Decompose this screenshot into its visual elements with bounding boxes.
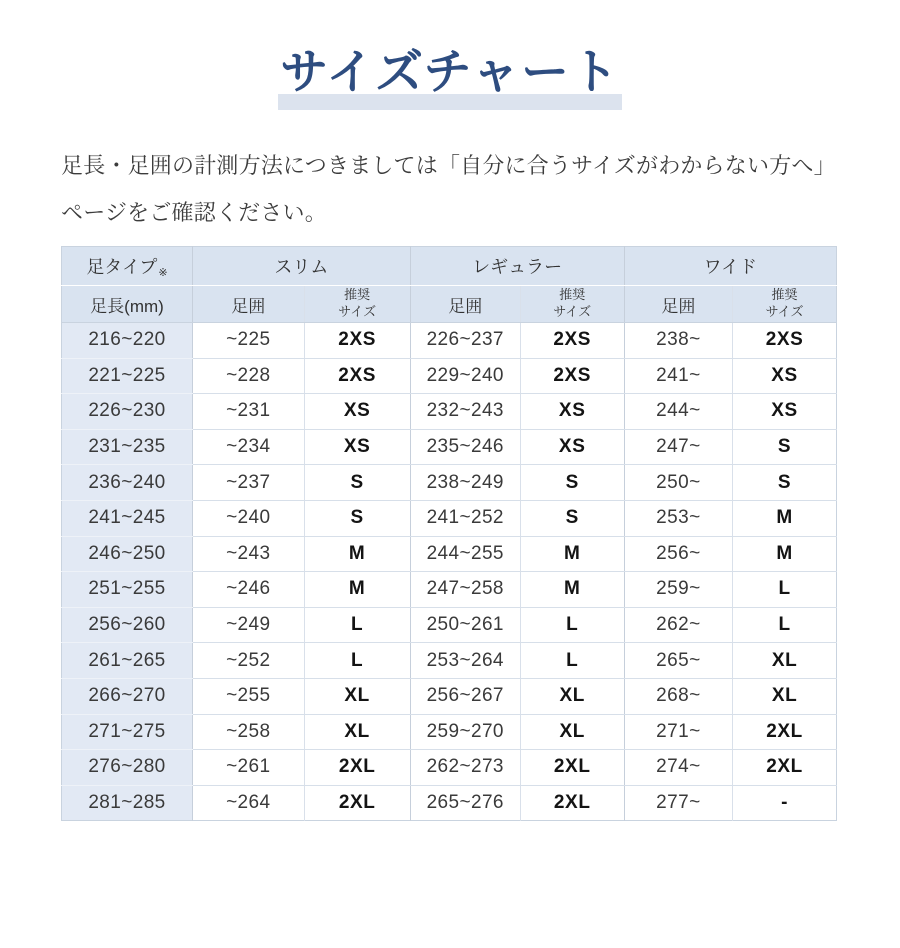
table-row — [62, 429, 837, 465]
cell-regular-girth: 247~258 — [410, 572, 520, 608]
cell-slim-girth: ~237 — [192, 465, 304, 501]
cell-slim-girth: ~264 — [192, 785, 304, 821]
cell-slim-size: L — [304, 607, 410, 643]
cell-wide-size: 2XS — [733, 323, 837, 359]
cell-regular-size: 2XL — [520, 785, 624, 821]
cell-wide-size: L — [733, 607, 837, 643]
cell-slim-size: XS — [304, 394, 410, 430]
header-group-regular: レギュラー — [410, 247, 624, 286]
cell-regular-size: M — [520, 536, 624, 572]
cell-wide-girth: 238~ — [624, 323, 733, 359]
cell-wide-size: 2XL — [733, 714, 837, 750]
cell-foot-length: 226~230 — [62, 394, 193, 430]
cell-wide-girth: 247~ — [624, 429, 733, 465]
cell-foot-length: 266~270 — [62, 678, 193, 714]
cell-regular-girth: 259~270 — [410, 714, 520, 750]
cell-wide-girth: 244~ — [624, 394, 733, 430]
cell-wide-girth: 259~ — [624, 572, 733, 608]
cell-slim-girth: ~246 — [192, 572, 304, 608]
cell-regular-girth: 265~276 — [410, 785, 520, 821]
cell-regular-size: L — [520, 643, 624, 679]
table-row — [62, 536, 837, 572]
cell-regular-size: XL — [520, 678, 624, 714]
cell-slim-size: XL — [304, 678, 410, 714]
cell-regular-girth: 235~246 — [410, 429, 520, 465]
cell-slim-girth: ~261 — [192, 750, 304, 786]
cell-wide-size: - — [733, 785, 837, 821]
cell-slim-girth: ~258 — [192, 714, 304, 750]
cell-regular-girth: 238~249 — [410, 465, 520, 501]
recommended-label-line1: 推奨 — [344, 287, 371, 303]
table-row — [62, 358, 837, 394]
table-row — [62, 607, 837, 643]
cell-foot-length: 281~285 — [62, 785, 193, 821]
intro-line-1: 足長・足囲の計測方法につきましては「自分に合うサイズがわからない方へ」 — [61, 153, 836, 178]
cell-wide-size: XS — [733, 358, 837, 394]
header-girth-wide: 足囲 — [624, 286, 733, 323]
cell-slim-girth: ~228 — [192, 358, 304, 394]
page-title: サイズチャート — [280, 46, 620, 99]
header-girth-slim: 足囲 — [192, 286, 304, 323]
cell-slim-girth: ~234 — [192, 429, 304, 465]
foot-type-label: 足タイプ — [86, 257, 158, 277]
cell-wide-size: XS — [733, 394, 837, 430]
table-row — [62, 714, 837, 750]
recommended-label-line2: サイズ — [765, 303, 804, 319]
cell-slim-girth: ~240 — [192, 500, 304, 536]
cell-slim-size: XS — [304, 429, 410, 465]
cell-regular-size: XL — [520, 714, 624, 750]
cell-regular-size: 2XL — [520, 750, 624, 786]
recommended-label-line1: 推奨 — [559, 287, 586, 303]
cell-wide-size: M — [733, 500, 837, 536]
header-recommended-size-slim — [304, 286, 410, 323]
cell-wide-size: M — [733, 536, 837, 572]
cell-foot-length: 261~265 — [62, 643, 193, 679]
cell-wide-size: 2XL — [733, 750, 837, 786]
cell-regular-girth: 241~252 — [410, 500, 520, 536]
recommended-label-line1: 推奨 — [771, 287, 798, 303]
cell-wide-girth: 241~ — [624, 358, 733, 394]
recommended-label-line2: サイズ — [338, 303, 377, 319]
cell-regular-girth: 229~240 — [410, 358, 520, 394]
header-group-wide: ワイド — [624, 247, 836, 286]
table-row — [62, 500, 837, 536]
cell-wide-size: S — [733, 429, 837, 465]
intro-paragraph — [61, 142, 839, 236]
intro-line-2: ページをご確認ください。 — [61, 200, 327, 225]
size-chart-table — [61, 246, 837, 821]
cell-regular-girth: 262~273 — [410, 750, 520, 786]
table-row — [62, 785, 837, 821]
cell-slim-girth: ~249 — [192, 607, 304, 643]
cell-foot-length: 251~255 — [62, 572, 193, 608]
header-foot-type — [62, 247, 193, 286]
cell-wide-girth: 265~ — [624, 643, 733, 679]
header-group-slim: スリム — [192, 247, 410, 286]
cell-wide-size: XL — [733, 678, 837, 714]
cell-slim-size: S — [304, 500, 410, 536]
cell-wide-size: L — [733, 572, 837, 608]
cell-wide-girth: 271~ — [624, 714, 733, 750]
cell-foot-length: 246~250 — [62, 536, 193, 572]
cell-foot-length: 221~225 — [62, 358, 193, 394]
header-foot-length: 足長(mm) — [62, 286, 193, 323]
header-recommended-size-wide — [733, 286, 837, 323]
cell-foot-length: 231~235 — [62, 429, 193, 465]
cell-slim-size: 2XL — [304, 750, 410, 786]
cell-slim-girth: ~225 — [192, 323, 304, 359]
cell-slim-size: 2XL — [304, 785, 410, 821]
cell-foot-length: 276~280 — [62, 750, 193, 786]
cell-slim-size: L — [304, 643, 410, 679]
group-header-row — [62, 247, 837, 286]
cell-wide-girth: 253~ — [624, 500, 733, 536]
cell-foot-length: 216~220 — [62, 323, 193, 359]
table-row — [62, 323, 837, 359]
header-girth-regular: 足囲 — [410, 286, 520, 323]
table-row — [62, 394, 837, 430]
cell-foot-length: 271~275 — [62, 714, 193, 750]
sub-header-row — [62, 286, 837, 323]
cell-foot-length: 241~245 — [62, 500, 193, 536]
cell-regular-size: S — [520, 500, 624, 536]
title-section — [0, 48, 900, 112]
cell-regular-size: L — [520, 607, 624, 643]
cell-regular-size: M — [520, 572, 624, 608]
cell-wide-girth: 277~ — [624, 785, 733, 821]
cell-slim-girth: ~231 — [192, 394, 304, 430]
recommended-label-line2: サイズ — [553, 303, 592, 319]
cell-regular-girth: 253~264 — [410, 643, 520, 679]
cell-slim-size: M — [304, 536, 410, 572]
cell-slim-girth: ~255 — [192, 678, 304, 714]
cell-foot-length: 256~260 — [62, 607, 193, 643]
table-row — [62, 572, 837, 608]
cell-wide-size: XL — [733, 643, 837, 679]
cell-regular-girth: 226~237 — [410, 323, 520, 359]
cell-regular-girth: 256~267 — [410, 678, 520, 714]
cell-wide-girth: 250~ — [624, 465, 733, 501]
cell-slim-girth: ~243 — [192, 536, 304, 572]
cell-wide-girth: 274~ — [624, 750, 733, 786]
cell-regular-girth: 244~255 — [410, 536, 520, 572]
table-row — [62, 678, 837, 714]
cell-regular-size: 2XS — [520, 323, 624, 359]
cell-slim-size: XL — [304, 714, 410, 750]
cell-regular-size: 2XS — [520, 358, 624, 394]
cell-regular-size: S — [520, 465, 624, 501]
cell-regular-size: XS — [520, 429, 624, 465]
cell-regular-girth: 250~261 — [410, 607, 520, 643]
cell-slim-size: S — [304, 465, 410, 501]
cell-wide-girth: 256~ — [624, 536, 733, 572]
cell-wide-girth: 262~ — [624, 607, 733, 643]
cell-slim-size: 2XS — [304, 358, 410, 394]
header-recommended-size-regular — [520, 286, 624, 323]
cell-slim-size: M — [304, 572, 410, 608]
cell-regular-girth: 232~243 — [410, 394, 520, 430]
cell-regular-size: XS — [520, 394, 624, 430]
cell-wide-girth: 268~ — [624, 678, 733, 714]
cell-slim-size: 2XS — [304, 323, 410, 359]
size-chart-page — [0, 48, 900, 948]
cell-slim-girth: ~252 — [192, 643, 304, 679]
asterisk-note: ※ — [158, 267, 168, 279]
cell-foot-length: 236~240 — [62, 465, 193, 501]
table-row — [62, 750, 837, 786]
size-table-body — [62, 323, 837, 821]
cell-wide-size: S — [733, 465, 837, 501]
table-row — [62, 643, 837, 679]
table-row — [62, 465, 837, 501]
